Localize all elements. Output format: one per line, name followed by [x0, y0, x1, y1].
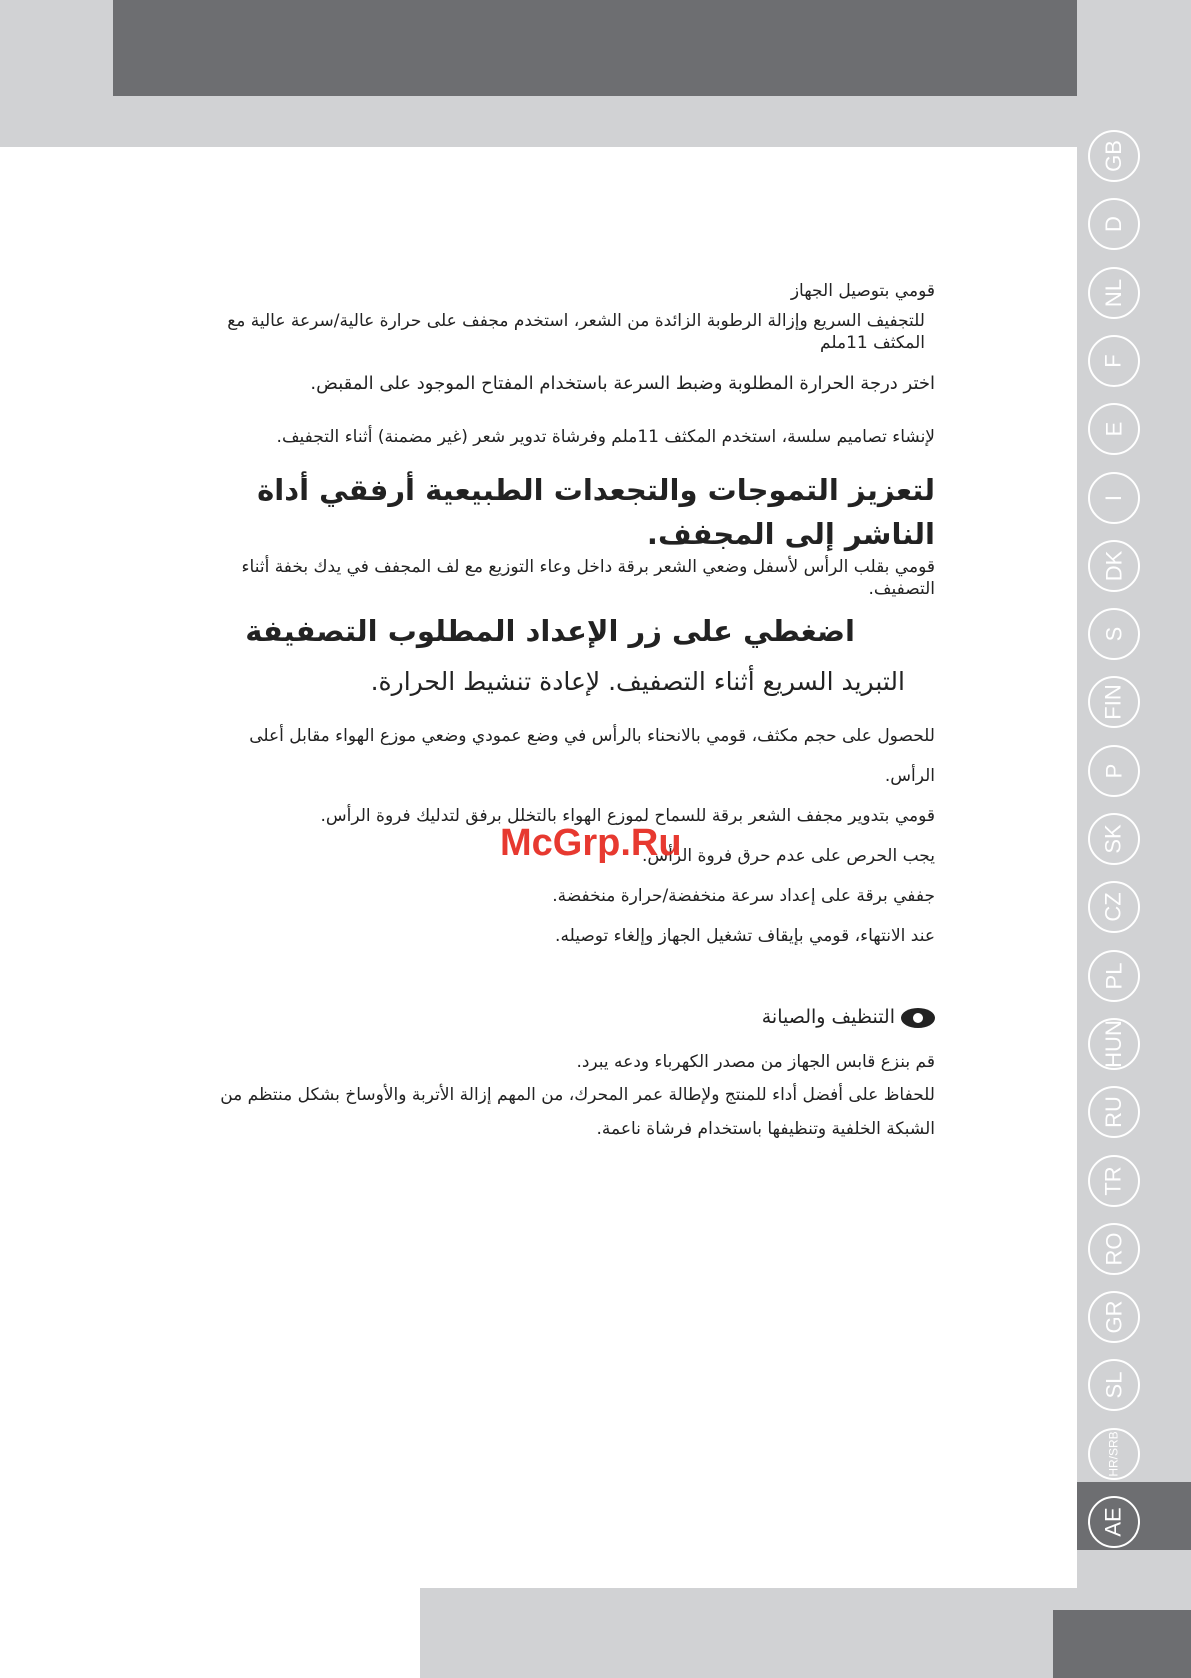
language-tab-hun[interactable]	[1088, 1018, 1140, 1070]
language-tab-label: D	[1100, 216, 1126, 233]
instruction-paragraph: للحصول على حجم مكثف، قومي بالانحناء بالرأس في وضع عمودي وضعي موزع الهواء مقابل أعلى الرأس.	[249, 726, 935, 786]
instruction-paragraph: اختر درجة الحرارة المطلوبة وضبط السرعة باستخدام المفتاح الموجود على المقبض.	[310, 373, 935, 394]
language-tab-pl[interactable]	[1088, 950, 1140, 1002]
instruction-paragraph: لإنشاء تصاميم سلسة، استخدم المكثف 11ملم وفرشاة تدوير شعر (غير مضمنة) أثناء التجفيف.	[276, 427, 935, 447]
language-tab-label: FIN	[1100, 684, 1126, 721]
instruction-heading: اضغطي على زر الإعداد المطلوب التصفيفة	[245, 614, 855, 648]
instruction-paragraph: قومي بقلب الرأس لأسفل وضعي الشعر برقة داخل وعاء التوزيع مع لف المجفف في يدك بخفة أثناء التصفيف.	[241, 557, 935, 599]
language-tab-ru[interactable]	[1088, 1086, 1140, 1138]
language-tab-label: HUN	[1100, 1020, 1126, 1068]
top-header-bar	[113, 0, 1077, 96]
cleaning-heading	[195, 1006, 935, 1028]
language-tab-s[interactable]	[1088, 608, 1140, 660]
language-tab-sk[interactable]	[1088, 813, 1140, 865]
language-tab-label: GB	[1100, 140, 1126, 172]
manual-content	[195, 280, 935, 1146]
language-tab-dk[interactable]	[1088, 540, 1140, 592]
language-tab-label: I	[1101, 494, 1126, 501]
language-tab-label: S	[1101, 626, 1126, 642]
language-tab-label: P	[1101, 763, 1126, 779]
cleaning-title: التنظيف والصيانة	[761, 1006, 895, 1028]
instruction-paragraph: قومي بتوصيل الجهاز	[790, 281, 935, 301]
cleaning-paragraph: للحفاظ على أفضل أداء للمنتج ولإطالة عمر المحرك، من المهم إزالة الأتربة والأوساخ بشكل منتظم من الشبكة الخلفية وتنظيفها باستخدام فرشاة ناعمة.	[220, 1085, 935, 1139]
language-tab-label: GR	[1101, 1300, 1126, 1334]
language-tab-e[interactable]	[1088, 403, 1140, 455]
language-tab-ro[interactable]	[1088, 1223, 1140, 1275]
language-tab-p[interactable]	[1088, 745, 1140, 797]
instruction-paragraph: جففي برقة على إعداد سرعة منخفضة/حرارة منخفضة.	[552, 886, 935, 906]
language-tab-label: E	[1101, 421, 1126, 437]
language-tab-ae[interactable]	[1088, 1496, 1140, 1548]
instruction-paragraph: للتجفيف السريع وإزالة الرطوبة الزائدة من الشعر، استخدم مجفف على حرارة عالية/سرعة عالية مع المكثف 11ملم	[227, 311, 925, 353]
language-tab-fin[interactable]	[1088, 676, 1140, 728]
language-tab-gr[interactable]	[1088, 1291, 1140, 1343]
language-tab-label: SL	[1100, 1371, 1126, 1399]
language-tab-i[interactable]	[1088, 472, 1140, 524]
language-tab-label: NL	[1101, 278, 1126, 307]
language-tab-label: TR	[1100, 1165, 1126, 1196]
language-tab-f[interactable]	[1088, 335, 1140, 387]
language-tab-nl[interactable]	[1088, 267, 1140, 319]
language-tab-sl[interactable]	[1088, 1359, 1140, 1411]
language-tab-tr[interactable]	[1088, 1155, 1140, 1207]
instruction-paragraph: عند الانتهاء، قومي بإيقاف تشغيل الجهاز وإلغاء توصيله.	[555, 926, 935, 946]
instruction-heading: لتعزيز التموجات والتجعدات الطبيعية أرفقي أداة الناشر إلى المجفف.	[257, 473, 935, 551]
eye-icon	[901, 1008, 935, 1028]
language-tab-label: PL	[1100, 962, 1126, 990]
language-tab-label: AE	[1100, 1507, 1126, 1537]
language-tab-label: RU	[1101, 1096, 1126, 1129]
page-number-block	[1053, 1610, 1191, 1678]
instruction-paragraph: يجب الحرص على عدم حرق فروة الرأس.	[641, 846, 935, 866]
watermark: McGrp.Ru	[500, 822, 682, 864]
language-tab-label: CZ	[1100, 892, 1126, 922]
language-tab-d[interactable]	[1088, 198, 1140, 250]
language-tab-label: HR/SRB	[1107, 1431, 1121, 1477]
language-tab-label: F	[1100, 354, 1126, 368]
language-tab-label: SK	[1100, 824, 1126, 854]
language-tab-gb[interactable]	[1088, 130, 1140, 182]
language-tab-label: RO	[1101, 1232, 1126, 1266]
cleaning-paragraph: قم بنزع قابس الجهاز من مصدر الكهرباء ودعه يبرد.	[576, 1052, 935, 1072]
instruction-paragraph: قومي بتدوير مجفف الشعر برقة للسماح لموزع الهواء بالتخلل برفق لتدليك فروة الرأس.	[320, 806, 935, 826]
language-tab-label: DK	[1101, 550, 1126, 582]
language-tab-cz[interactable]	[1088, 881, 1140, 933]
instruction-heading: التبريد السريع أثناء التصفيف. لإعادة تنشيط الحرارة.	[370, 667, 905, 696]
language-tab-hr-srb[interactable]	[1088, 1428, 1140, 1480]
